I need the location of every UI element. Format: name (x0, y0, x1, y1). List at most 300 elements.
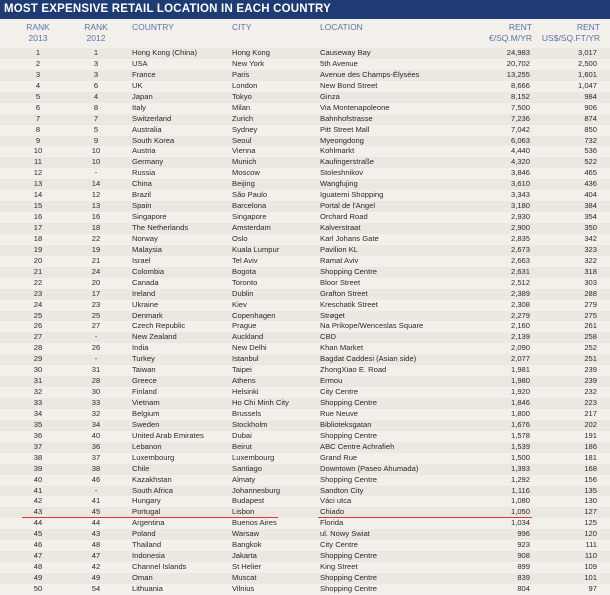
rent-usd-cell: 191 (584, 430, 597, 440)
location-cell: Shopping Centre (320, 551, 377, 561)
rent-eur-cell: 1,800 (510, 408, 530, 418)
rent-eur-cell: 2,389 (510, 288, 530, 298)
rent-usd-cell: 536 (584, 146, 597, 156)
city-cell: Bogota (232, 266, 257, 276)
header-rank-2013-label: RANK 2013 (26, 22, 50, 43)
table-row (0, 529, 610, 540)
rank-2013-cell: 12 (33, 168, 43, 178)
table-row (0, 59, 610, 70)
city-cell: Brussels (232, 408, 262, 418)
location-cell: Shopping Centre (320, 583, 377, 593)
rank-2013-cell: 44 (33, 518, 43, 528)
rent-eur-cell: 1,846 (510, 398, 530, 407)
rank-2013-cell: 42 (33, 496, 43, 506)
table-row (0, 321, 610, 332)
highlight-underline-right (318, 517, 532, 518)
rank-2013-cell: 36 (33, 430, 43, 440)
rent-eur-cell: 2,308 (510, 299, 530, 309)
country-cell: Portugal (132, 507, 161, 517)
location-cell: CBD (320, 332, 337, 342)
country-cell: Hong Kong (China) (132, 48, 198, 57)
country-cell: France (132, 69, 156, 79)
rent-eur-cell: 1,292 (510, 474, 530, 484)
city-cell: Jakarta (232, 551, 257, 561)
table-row (0, 573, 610, 584)
rent-eur-cell: 1,393 (510, 463, 530, 473)
rent-eur-cell: 923 (517, 540, 530, 550)
rent-usd-cell: 252 (584, 343, 597, 353)
location-cell: Stoleshnikov (320, 168, 364, 178)
rank-2013-cell: 18 (33, 233, 43, 243)
rank-2013-cell: 19 (33, 244, 43, 254)
rank-2013-cell: 16 (33, 212, 43, 222)
rank-2012-cell: 6 (93, 80, 99, 90)
rent-eur-cell: 1,050 (510, 507, 530, 517)
table-row (0, 300, 610, 311)
rank-2013-cell: 10 (33, 146, 43, 156)
rent-usd-cell: 217 (584, 408, 597, 418)
city-cell: Moscow (232, 168, 260, 178)
country-cell: Indonesia (132, 551, 165, 561)
city-cell: Hong Kong (232, 48, 270, 57)
rent-usd-cell: 350 (584, 223, 597, 232)
header-rent-usd (538, 22, 600, 46)
rent-usd-cell: 168 (584, 463, 597, 473)
city-cell: Johannesburg (232, 485, 281, 495)
city-cell: Warsaw (232, 529, 260, 539)
rent-eur-cell: 1,676 (510, 419, 530, 429)
rent-usd-cell: 120 (584, 529, 597, 539)
location-cell: Grand Rue (320, 452, 358, 462)
table-row (0, 278, 610, 289)
rent-eur-cell: 2,835 (510, 233, 530, 243)
location-cell: Váci utca (320, 496, 352, 506)
city-cell: Tel Aviv (232, 255, 258, 265)
city-cell: Barcelona (232, 201, 267, 211)
rent-usd-cell: 1,601 (577, 69, 597, 79)
table-row (0, 398, 610, 409)
rank-2012-cell: 27 (91, 321, 101, 331)
location-cell: Bloor Street (320, 277, 361, 287)
rent-eur-cell: 2,631 (510, 266, 530, 276)
rank-2012-cell: 14 (91, 179, 101, 189)
location-cell: Downtown (Paseo Ahumada) (320, 463, 419, 473)
city-cell: Vienna (232, 146, 256, 156)
rank-2012-cell: 22 (91, 233, 101, 243)
city-cell: Taipei (232, 365, 252, 375)
city-cell: Auckland (232, 332, 264, 342)
rent-usd-cell: 109 (584, 562, 597, 572)
country-cell: Oman (132, 573, 153, 582)
header-location: LOCATION (320, 22, 363, 32)
rank-2013-cell: 24 (33, 299, 43, 309)
rent-eur-cell: 1,539 (510, 441, 530, 451)
rank-2013-cell: 37 (33, 441, 43, 451)
rank-2013-cell: 35 (33, 419, 43, 429)
location-cell: Pitt Street Mall (320, 124, 370, 134)
country-cell: Brazil (132, 190, 151, 200)
rent-usd-cell: 97 (588, 583, 597, 593)
location-cell: Kaufingerstraße (320, 157, 375, 167)
rank-2012-cell: 33 (91, 398, 101, 407)
rent-eur-cell: 3,610 (510, 179, 530, 189)
location-cell: Ermou (320, 376, 343, 386)
rank-2012-cell: 44 (91, 518, 101, 528)
header-rent-usd-label: RENT US$/SQ.FT/YR (541, 22, 600, 43)
location-cell: Shopping Centre (320, 266, 377, 276)
rank-2012-cell: 17 (91, 288, 101, 298)
rank-2013-cell: 32 (33, 387, 43, 397)
rent-eur-cell: 8,666 (510, 80, 530, 90)
rank-2012-cell: 7 (93, 113, 99, 123)
rank-2012-cell: 42 (91, 562, 101, 572)
location-cell: Biblioteksgatan (320, 419, 372, 429)
rank-2012-cell: 16 (91, 212, 101, 222)
rank-2013-cell: 41 (33, 485, 43, 495)
city-cell: Stockholm (232, 419, 268, 429)
rank-2012-cell: 31 (91, 365, 101, 375)
rank-2013-cell: 9 (35, 135, 41, 145)
location-cell: Kalverstraat (320, 223, 361, 232)
rank-2012-cell: 10 (91, 157, 101, 167)
city-cell: Munich (232, 157, 257, 167)
rent-eur-cell: 7,500 (510, 102, 530, 112)
country-cell: New Zealand (132, 332, 177, 342)
rank-2012-cell: 12 (91, 190, 101, 200)
table-row (0, 267, 610, 278)
table-row (0, 486, 610, 497)
table-row (0, 464, 610, 475)
country-cell: Lithuania (132, 583, 163, 593)
rent-usd-cell: 232 (584, 387, 597, 397)
city-cell: Luxembourg (232, 452, 275, 462)
country-cell: Poland (132, 529, 156, 539)
country-cell: Russia (132, 168, 156, 178)
rent-usd-cell: 288 (584, 288, 597, 298)
city-cell: Copenhagen (232, 310, 276, 320)
table-row (0, 442, 610, 453)
city-cell: Paris (232, 69, 250, 79)
rent-usd-cell: 322 (584, 255, 597, 265)
rent-usd-cell: 275 (584, 310, 597, 320)
location-cell: Strøget (320, 310, 345, 320)
table-row (0, 365, 610, 376)
table-row (0, 343, 610, 354)
rent-usd-cell: 261 (584, 321, 597, 331)
city-cell: Toronto (232, 277, 258, 287)
country-cell: Austria (132, 146, 156, 156)
rank-2012-cell: 25 (91, 310, 101, 320)
country-cell: Chile (132, 463, 150, 473)
country-cell: Finland (132, 387, 157, 397)
city-cell: Muscat (232, 573, 257, 582)
country-cell: Israel (132, 255, 151, 265)
rent-eur-cell: 2,900 (510, 223, 530, 232)
location-cell: Shopping Centre (320, 430, 377, 440)
table-row (0, 475, 610, 486)
rent-usd-cell: 181 (584, 452, 597, 462)
city-cell: New York (232, 58, 265, 68)
city-cell: New Delhi (232, 343, 267, 353)
header-rank-2012 (76, 22, 116, 46)
country-cell: Luxembourg (132, 452, 175, 462)
location-cell: 5th Avenue (320, 58, 358, 68)
rank-2013-cell: 40 (33, 474, 43, 484)
rank-2012-cell: 26 (91, 343, 101, 353)
country-cell: Greece (132, 376, 157, 386)
table-row (0, 103, 610, 114)
country-cell: Argentina (132, 518, 165, 528)
country-cell: USA (132, 58, 148, 68)
country-cell: Spain (132, 201, 152, 211)
rent-eur-cell: 2,930 (510, 212, 530, 222)
rank-2012-cell: 46 (91, 474, 101, 484)
city-cell: Kuala Lumpur (232, 244, 280, 254)
rent-eur-cell: 2,077 (510, 354, 530, 364)
rent-eur-cell: 996 (517, 529, 530, 539)
rent-eur-cell: 13,255 (506, 69, 530, 79)
highlight-underline-left (22, 517, 278, 518)
rent-usd-cell: 906 (584, 102, 597, 112)
country-cell: Norway (132, 233, 158, 243)
table-row (0, 92, 610, 103)
location-cell: Avenue des Champs-Élysées (320, 69, 420, 79)
country-cell: Canada (132, 277, 159, 287)
rank-2012-cell: 49 (91, 573, 101, 582)
location-cell: King Street (320, 562, 358, 572)
rent-eur-cell: 2,139 (510, 332, 530, 342)
city-cell: Almaty (232, 474, 256, 484)
city-cell: São Paulo (232, 190, 268, 200)
rent-usd-cell: 522 (584, 157, 597, 167)
rank-2013-cell: 30 (33, 365, 43, 375)
rank-2013-cell: 31 (33, 376, 43, 386)
rent-eur-cell: 804 (517, 583, 530, 593)
rent-usd-cell: 251 (584, 354, 597, 364)
table-row (0, 157, 610, 168)
location-cell: Grafton Street (320, 288, 368, 298)
table-row (0, 453, 610, 464)
rent-usd-cell: 111 (585, 540, 597, 550)
country-cell: Italy (132, 102, 146, 112)
city-cell: Kiev (232, 299, 247, 309)
rent-eur-cell: 3,180 (510, 201, 530, 211)
rank-2012-cell: 36 (91, 441, 101, 451)
table-row (0, 81, 610, 92)
rank-2012-cell: 8 (93, 102, 99, 112)
rent-usd-cell: 279 (584, 299, 597, 309)
city-cell: Milan (232, 102, 251, 112)
table-row (0, 168, 610, 179)
country-cell: South Korea (132, 135, 175, 145)
country-cell: Taiwan (132, 365, 156, 375)
table-row (0, 146, 610, 157)
country-cell: Hungary (132, 496, 161, 506)
country-cell: Channel Islands (132, 562, 187, 572)
table-row (0, 179, 610, 190)
rank-2012-cell: 38 (91, 463, 101, 473)
rent-usd-cell: 239 (584, 365, 597, 375)
rank-2012-cell: 10 (91, 146, 101, 156)
rank-2013-cell: 21 (33, 266, 43, 276)
rent-eur-cell: 7,042 (510, 124, 530, 134)
rank-2013-cell: 50 (33, 583, 43, 593)
location-cell: Iguatemi Shopping (320, 190, 384, 200)
rank-2012-cell: 28 (91, 376, 101, 386)
location-cell: Chiado (320, 507, 345, 517)
location-cell: Shopping Centre (320, 398, 377, 407)
country-cell: Vietnam (132, 398, 160, 407)
city-cell: Istanbul (232, 354, 259, 364)
rank-2012-cell: 54 (91, 583, 101, 593)
rank-2013-cell: 29 (33, 354, 43, 364)
city-cell: Amsterdam (232, 223, 271, 232)
country-cell: Singapore (132, 212, 167, 222)
rank-2013-cell: 38 (33, 452, 43, 462)
location-cell: ABC Centre Achrafieh (320, 441, 395, 451)
rank-2012-cell: 9 (93, 135, 99, 145)
location-cell: Sandton City (320, 485, 364, 495)
rank-2013-cell: 48 (33, 562, 43, 572)
rent-usd-cell: 202 (584, 419, 597, 429)
rank-2013-cell: 33 (33, 398, 43, 407)
city-cell: Bangkok (232, 540, 262, 550)
city-cell: Beirut (232, 441, 252, 451)
rank-2012-cell: 1 (93, 48, 99, 57)
country-cell: Sweden (132, 419, 160, 429)
rank-2012-cell: 3 (93, 58, 99, 68)
rank-2012-cell: 24 (91, 266, 101, 276)
location-cell: Ramat Aviv (320, 255, 359, 265)
rank-2012-cell: 48 (91, 540, 101, 550)
rank-2013-cell: 39 (33, 463, 43, 473)
table-row (0, 70, 610, 81)
location-cell: Rue Neuve (320, 408, 358, 418)
location-cell: Portal de l'Angel (320, 201, 376, 211)
rent-eur-cell: 1,034 (510, 518, 530, 528)
header-rank-2012-label: RANK 2012 (84, 22, 108, 43)
table-row (0, 245, 610, 256)
location-cell: Kreschatik Street (320, 299, 378, 309)
location-cell: ZhongXiao E. Road (320, 365, 387, 375)
rank-2012-cell: 30 (91, 387, 101, 397)
rent-eur-cell: 2,663 (510, 255, 530, 265)
city-cell: London (232, 80, 258, 90)
rank-2012-cell: 41 (91, 496, 101, 506)
city-cell: St Helier (232, 562, 262, 572)
rank-2013-cell: 46 (33, 540, 43, 550)
rank-2013-cell: 2 (35, 58, 41, 68)
table-row (0, 387, 610, 398)
country-cell: Colombia (132, 266, 165, 276)
country-cell: Belgium (132, 408, 160, 418)
rank-2013-cell: 17 (33, 223, 43, 232)
rank-2013-cell: 8 (35, 124, 41, 134)
rank-2012-cell: 32 (91, 408, 101, 418)
rent-usd-cell: 110 (584, 551, 597, 561)
rank-2013-cell: 20 (33, 255, 43, 265)
rent-usd-cell: 323 (584, 244, 597, 254)
rent-eur-cell: 4,440 (510, 146, 530, 156)
table-row (0, 48, 610, 59)
rent-usd-cell: 303 (584, 277, 597, 287)
rank-2013-cell: 4 (35, 80, 41, 90)
table-row (0, 420, 610, 431)
rent-eur-cell: 1,080 (510, 496, 530, 506)
rank-2012-cell: 20 (91, 277, 101, 287)
rank-2012-cell: - (94, 168, 98, 178)
country-cell: China (132, 179, 152, 189)
rent-eur-cell: 908 (517, 551, 530, 561)
rent-eur-cell: 1,500 (510, 452, 530, 462)
rent-usd-cell: 3,017 (577, 48, 597, 57)
country-cell: United Arab Emirates (132, 430, 204, 440)
rank-2012-cell: 45 (91, 507, 101, 517)
city-cell: Dublin (232, 288, 254, 298)
country-cell: Denmark (132, 310, 163, 320)
rent-eur-cell: 8,152 (510, 91, 530, 101)
rent-usd-cell: 404 (584, 190, 597, 200)
table-row (0, 584, 610, 595)
rank-2012-cell: 5 (93, 124, 99, 134)
country-cell: Germany (132, 157, 164, 167)
country-cell: India (132, 343, 149, 353)
rank-2013-cell: 14 (33, 190, 43, 200)
city-cell: Zurich (232, 113, 254, 123)
location-cell: Kohlmarkt (320, 146, 355, 156)
rank-2013-cell: 11 (34, 157, 42, 167)
table-row (0, 332, 610, 343)
rent-usd-cell: 135 (584, 485, 597, 495)
rent-eur-cell: 3,846 (510, 168, 530, 178)
table-row (0, 136, 610, 147)
location-cell: Bagdat Caddesi (Asian side) (320, 354, 417, 364)
rent-usd-cell: 984 (584, 91, 597, 101)
table-row (0, 190, 610, 201)
country-cell: Australia (132, 124, 162, 134)
country-cell: The Netherlands (132, 223, 189, 232)
rank-2012-cell: - (94, 354, 98, 364)
location-cell: Orchard Road (320, 212, 368, 222)
location-cell: Karl Johans Gate (320, 233, 379, 243)
rank-2013-cell: 34 (33, 408, 43, 418)
location-cell: Pavilion KL (320, 244, 358, 254)
rank-2013-cell: 13 (33, 179, 43, 189)
rank-2012-cell: 34 (91, 419, 101, 429)
country-cell: Switzerland (132, 113, 172, 123)
rank-2012-cell: 23 (91, 299, 101, 309)
country-cell: Turkey (132, 354, 155, 364)
rent-usd-cell: 156 (584, 474, 597, 484)
rank-2013-cell: 7 (35, 113, 41, 123)
country-cell: Kazakhstan (132, 474, 172, 484)
rent-eur-cell: 1,980 (510, 376, 530, 386)
city-cell: Seoul (232, 135, 252, 145)
location-cell: Wangfujing (320, 179, 358, 189)
location-cell: Shopping Centre (320, 573, 377, 582)
rent-usd-cell: 342 (584, 233, 597, 243)
header-rent-eur-label: RENT €/SQ.M/YR (489, 22, 532, 43)
rank-2013-cell: 1 (35, 48, 41, 57)
rank-2013-cell: 23 (33, 288, 43, 298)
table-row (0, 201, 610, 212)
rent-usd-cell: 436 (584, 179, 597, 189)
location-cell: Bahnhofstrasse (320, 113, 373, 123)
location-cell: City Centre (320, 540, 358, 550)
country-cell: Thailand (132, 540, 162, 550)
rent-eur-cell: 2,512 (510, 277, 530, 287)
rent-usd-cell: 223 (584, 398, 597, 407)
